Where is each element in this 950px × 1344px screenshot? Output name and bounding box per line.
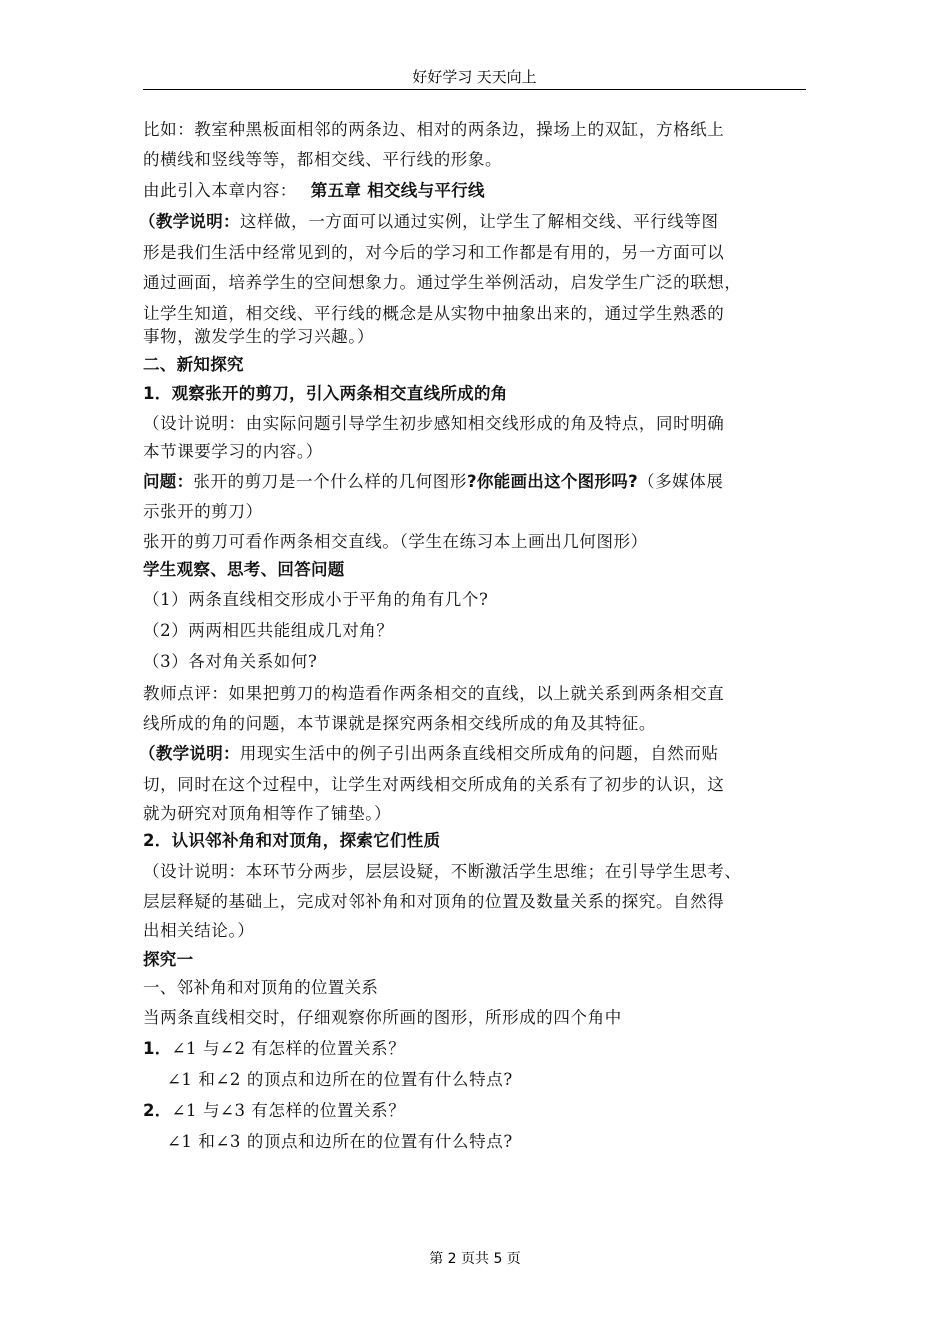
section-heading: 二、新知探究 xyxy=(143,355,244,374)
paragraph-line: 比如：教室种黑板面相邻的两条边、相对的两条边，操场上的双缸，方格纸上 xyxy=(143,120,725,139)
activity-heading: 学生观察、思考、回答问题 xyxy=(143,560,345,579)
page-header: 好好学习 天天向上 xyxy=(412,69,537,86)
page-footer: 第 2 页共 5 页 xyxy=(429,1251,521,1267)
paragraph-line: 教师点评：如果把剪刀的构造看作两条相交的直线，以上就关系到两条相交直 xyxy=(143,684,725,703)
list-item-sub: ∠1 和∠2 的顶点和边所在的位置有什么特点? xyxy=(167,1070,513,1089)
note-label: 教学说明： xyxy=(155,744,240,763)
question-label: 问题： xyxy=(143,472,194,491)
paragraph-line: 层层释疑的基础上，完成对邻补角和对顶角的位置及数量关系的探究。自然得 xyxy=(143,892,725,911)
question-tail: （多媒体展 xyxy=(637,472,724,491)
chapter-title: 第五章 相交线与平行线 xyxy=(310,181,485,200)
item-text: ∠1 与∠3 有怎样的位置关系？ xyxy=(171,1101,406,1120)
paragraph-line: 本节课要学习的内容。） xyxy=(143,442,323,461)
list-item: （3）各对角关系如何? xyxy=(143,652,318,671)
paragraph-line xyxy=(143,469,723,495)
exploration-heading: 探究一 xyxy=(143,950,194,969)
list-item xyxy=(143,1036,405,1062)
item-text: ∠1 与∠2 有怎样的位置关系？ xyxy=(171,1039,406,1058)
list-item: （2）两两相匹共能组成几对角？ xyxy=(143,621,394,640)
topic-heading: 一、邻补角和对顶角的位置关系 xyxy=(143,978,379,997)
question-bold: ?你能画出这个图形吗? xyxy=(467,472,638,491)
paragraph-line: 切，同时在这个过程中，让学生对两线相交所成角的关系有了初步的认识，这 xyxy=(143,775,725,794)
paragraph-line: 就为研究对顶角相等作了铺垫。） xyxy=(143,804,392,823)
question-text: 张开的剪刀是一个什么样的几何图形 xyxy=(193,472,468,491)
list-item-sub: ∠1 和∠3 的顶点和边所在的位置有什么特点? xyxy=(167,1132,513,1151)
header-rule xyxy=(143,89,806,90)
open-paren: （ xyxy=(139,212,156,231)
subsection-heading: 1．观察张开的剪刀，引入两条相交直线所成的角 xyxy=(143,384,508,403)
item-number: 1． xyxy=(143,1039,172,1058)
paragraph-line: 让学生知道，相交线、平行线的概念是从实物中抽象出来的，通过学生熟悉的 xyxy=(143,304,725,323)
paragraph-line xyxy=(139,741,719,767)
list-item: （1）两条直线相交形成小于平角的角有几个? xyxy=(143,590,489,609)
list-item xyxy=(143,1098,405,1124)
paragraph-line: 形是我们生活中经常见到的，对今后的学习和工作都是有用的，另一方面可以 xyxy=(143,243,725,262)
item-number: 2． xyxy=(143,1101,172,1120)
paragraph-line: 当两条直线相交时，仔细观察你所画的图形，所形成的四个角中 xyxy=(143,1008,622,1027)
paragraph-line: 线所成的角的问题，本节课就是探究两条相交线所成的角及其特征。 xyxy=(143,714,656,733)
paragraph-line xyxy=(143,178,485,204)
paragraph-line: 的横线和竖线等等，都相交线、平行线的形象。 xyxy=(143,150,503,169)
note-label: 教学说明： xyxy=(155,212,240,231)
paragraph-line: （设计说明：由实际问题引导学生初步感知相交线形成的角及特点，同时明确 xyxy=(143,414,725,433)
paragraph-line: 事物，激发学生的学习兴趣。） xyxy=(143,327,375,346)
paragraph-line: 出相关结论。） xyxy=(143,921,255,940)
note-text: 用现实生活中的例子引出两条直线相交所成角的问题，自然而贴 xyxy=(239,744,719,763)
paragraph-line: 通过画面，培养学生的空间想象力。通过学生举例活动，启发学生广泛的联想， xyxy=(143,273,742,292)
paragraph-line: 张开的剪刀可看作两条相交直线。（学生在练习本上画出几何图形） xyxy=(143,532,648,551)
paragraph-line: （设计说明：本环节分两步，层层设疑，不断激活学生思维；在引导学生思考、 xyxy=(143,862,742,881)
open-paren: （ xyxy=(139,744,156,763)
subsection-heading: 2．认识邻补角和对顶角，探索它们性质 xyxy=(143,831,441,850)
paragraph-line xyxy=(139,209,719,235)
intro-text: 由此引入本章内容： xyxy=(143,181,297,200)
paragraph-line: 示张开的剪刀） xyxy=(143,502,263,521)
note-text: 这样做，一方面可以通过实例，让学生了解相交线、平行线等图 xyxy=(239,212,719,231)
